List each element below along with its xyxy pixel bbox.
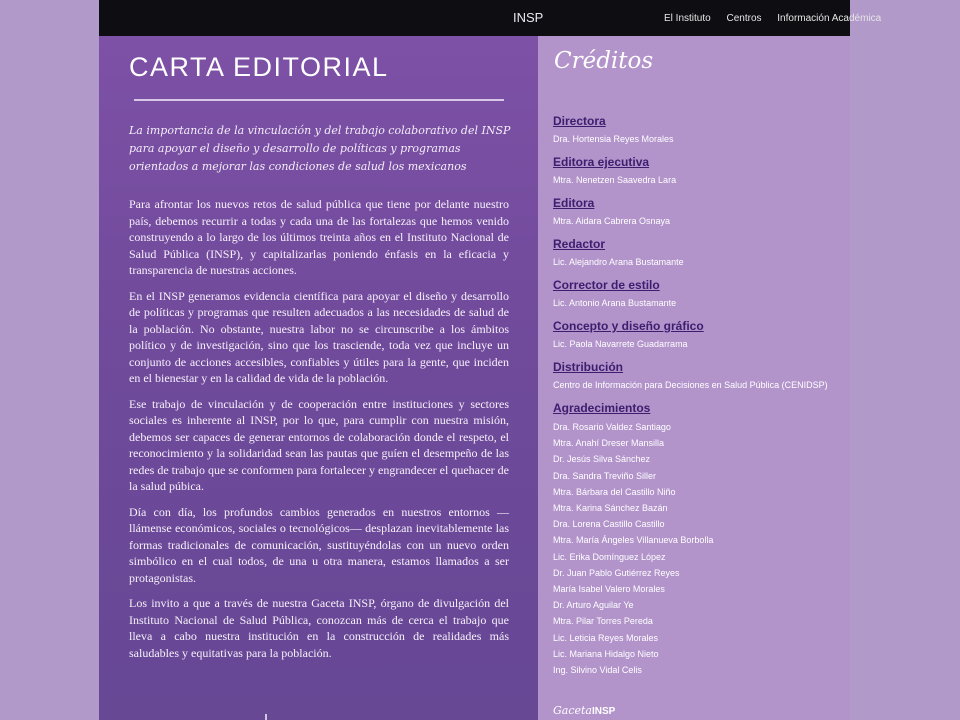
credit-role[interactable]: Redactor (553, 237, 606, 251)
editorial-panel (99, 36, 538, 720)
editorial-paragraph: Los invito a que a través de nuestra Gaceta INSP, órgano de divulgación del Instituto Nacional de Salud Pública, conozcan más de cerca el trabajo que lleva a cabo nuestra institución en la construcción de realidades más saludables y equitativas para la población. (129, 596, 509, 660)
credits-title: Créditos (554, 48, 654, 74)
credits-panel (538, 36, 850, 720)
editorial-body (129, 196, 509, 670)
acknowledgements (553, 401, 848, 678)
list-item: Lic. Mariana Hidalgo Nieto (553, 648, 659, 659)
credit-editora-ejecutiva (553, 155, 848, 186)
list-item: Ing. Silvino Vidal Celis (553, 665, 642, 676)
list-item: Dr. Arturo Aguilar Ye (553, 600, 634, 611)
list-item: Mtra. Karina Sánchez Bazán (553, 503, 668, 514)
list-item: Dr. Juan Pablo Gutiérrez Reyes (553, 567, 680, 578)
nav-informacion-academica[interactable]: Información Académica (777, 13, 882, 24)
credit-role[interactable]: Editora (553, 196, 595, 210)
credit-name: Mtra. Aidara Cabrera Osnaya (553, 216, 671, 226)
credit-role[interactable]: Concepto y diseño gráfico (553, 319, 704, 333)
credit-role[interactable]: Editora ejecutiva (553, 155, 650, 169)
editorial-paragraph: Día con día, los profundos cambios generados en nuestros entornos —llámense económicos, sociales o tecnológicos— desplazan inevitablemente las formas tradicionales de comunicación, sustituyéndolas con un nuevo orden simbólico en el cual todos, de una u otra manera, estamos llamados a ser protagonistas. (129, 504, 509, 585)
list-item: Dr. Jesús Silva Sánchez (553, 454, 651, 465)
acknowledgements-list (553, 419, 848, 678)
credit-redactor (553, 237, 848, 268)
credit-distribucion (553, 360, 848, 391)
list-item: Mtra. Anahí Dreser Mansilla (553, 438, 665, 449)
top-navbar (99, 0, 882, 37)
nav-centros[interactable]: Centros (726, 13, 762, 24)
cursor-mark (265, 714, 267, 720)
list-item: Mtra. Pilar Torres Pereda (553, 616, 653, 627)
credits-list (553, 114, 848, 678)
credit-role[interactable]: Distribución (553, 360, 624, 374)
list-item: María Isabel Valero Morales (553, 584, 665, 595)
credit-name: Centro de Información para Decisiones en Salud Pública (CENIDSP) (553, 380, 828, 390)
editorial-paragraph: Ese trabajo de vinculación y de cooperación entre instituciones y sectores sociales es inherente al INSP, por lo que, para cumplir con nuestra misión, debemos ser capaces de generar entornos de colaboración donde el respeto, el reconocimiento y la solidaridad sean las pautas que guíen el desempeño de las redes de trabajo que se conformen para fortalecer y engrandecer el quehacer de la salud púbica. (129, 396, 509, 493)
nav-el-instituto[interactable]: El Instituto (664, 13, 711, 24)
credit-directora (553, 114, 848, 145)
page (99, 0, 882, 720)
credit-editora (553, 196, 848, 227)
editorial-lead: La importancia de la vinculación y del trabajo colaborativo del INSP para apoyar el diseño y desarrollo de políticas y programas orientados a mejorar las condiciones de salud los mexicanos (129, 124, 511, 173)
list-item: Dra. Sandra Treviño Siller (553, 470, 657, 481)
credit-role[interactable]: Corrector de estilo (553, 278, 660, 292)
editorial-paragraph: Para afrontar los nuevos retos de salud pública que tiene por delante nuestro país, debemos recurrir a todas y cada una de las fortalezas que hemos venido construyendo a lo largo de los últimos treinta años en el Instituto Nacional de Salud Pública (INSP), y capitalizarlas poniendo énfasis en la eficacia y transparencia de nuestras acciones. (129, 197, 509, 277)
list-item: Dra. Rosario Valdez Santiago (553, 422, 671, 432)
gaceta-logo (553, 704, 615, 717)
list-item: Mtra. María Ángeles Villanueva Borbolla (553, 535, 714, 546)
list-item: Lic. Leticia Reyes Morales (553, 632, 659, 643)
credit-corrector (553, 278, 848, 309)
list-item: Mtra. Bárbara del Castillo Niño (553, 486, 676, 497)
credit-name: Lic. Paola Navarrete Guadarrama (553, 339, 688, 349)
credit-name: Lic. Antonio Arana Bustamante (553, 298, 677, 308)
credit-name: Dra. Hortensia Reyes Morales (553, 134, 674, 144)
editorial-paragraph: En el INSP generamos evidencia científica para apoyar el diseño y desarrollo de políticas y programas que resulten adecuados a las necesidades de salud de la población. No obstante, nuestra labor no se circunscribe a los ámbitos político y de investigación, sino que los trasciende, toda vez que incluye un conjunto de acciones accesibles, confiables y útiles para la gente, que inciden en el bienestar y en la calidad de vida de la población. (129, 288, 509, 385)
gaceta-logo-script: Gaceta (553, 704, 592, 717)
credit-name: Mtra. Nenetzen Saavedra Lara (553, 175, 677, 185)
brand-logo[interactable]: INSP (513, 10, 544, 25)
title-divider (134, 99, 504, 101)
page-title: CARTA EDITORIAL (129, 52, 389, 82)
acknowledgements-title[interactable]: Agradecimientos (553, 401, 651, 415)
list-item: Dra. Lorena Castillo Castillo (553, 519, 665, 530)
credit-diseno (553, 319, 848, 350)
gaceta-logo-brand: INSP (592, 706, 616, 717)
credit-role[interactable]: Directora (553, 114, 606, 128)
credit-name: Lic. Alejandro Arana Bustamante (553, 257, 684, 267)
list-item: Lic. Erika Domínguez López (553, 551, 666, 562)
main-nav (660, 13, 882, 24)
